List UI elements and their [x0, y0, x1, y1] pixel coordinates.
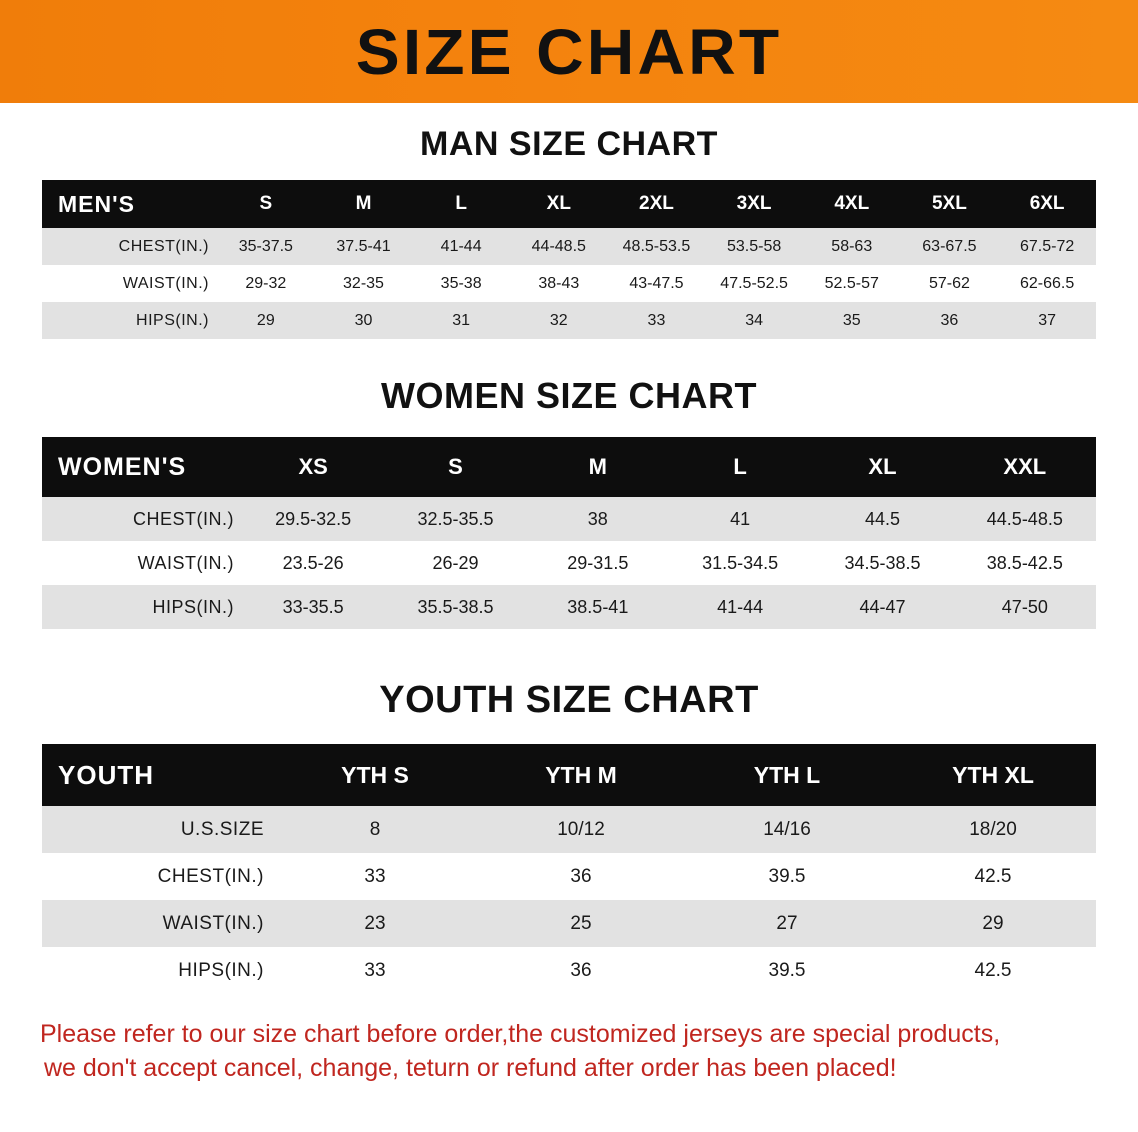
youth-table-body: [42, 806, 1096, 994]
youth-cell: 33: [272, 947, 478, 994]
youth-cell: 39.5: [684, 853, 890, 900]
youth-row-label: HIPS(IN.): [42, 947, 272, 994]
women-header-cell-1: XS: [242, 437, 384, 497]
youth-section-title: YOUTH SIZE CHART: [379, 679, 759, 721]
men-row-label: CHEST(IN.): [42, 228, 217, 265]
youth-cell: 14/16: [684, 806, 890, 853]
youth-cell: 42.5: [890, 853, 1096, 900]
youth-cell: 36: [478, 853, 684, 900]
table-row: [42, 585, 1096, 629]
page-title: SIZE CHART: [355, 15, 783, 88]
men-table-body: [42, 228, 1096, 339]
table-row: [42, 900, 1096, 947]
men-row-label: HIPS(IN.): [42, 302, 217, 339]
women-cell: 33-35.5: [242, 585, 384, 629]
youth-cell: 42.5: [890, 947, 1096, 994]
youth-cell: 8: [272, 806, 478, 853]
youth-header-cell-1: YTH S: [272, 744, 478, 806]
men-cell: 35-38: [412, 265, 510, 302]
note-line-1: Please refer to our size chart before order,the customized jerseys are special products,: [40, 1020, 1001, 1048]
men-cell: 52.5-57: [803, 265, 901, 302]
banner: [0, 0, 1138, 103]
men-cell: 63-67.5: [901, 228, 999, 265]
men-cell: 48.5-53.5: [608, 228, 706, 265]
men-cell: 58-63: [803, 228, 901, 265]
men-cell: 62-66.5: [998, 265, 1096, 302]
women-header-cell-0: WOMEN'S: [42, 437, 242, 497]
youth-header-cell-0: YOUTH: [42, 744, 272, 806]
women-row-label: CHEST(IN.): [42, 497, 242, 541]
women-cell: 47-50: [954, 585, 1096, 629]
order-policy-note: [40, 1018, 1098, 1086]
men-header-cell-6: 3XL: [705, 180, 803, 228]
men-header-cell-9: 6XL: [998, 180, 1096, 228]
women-header-cell-2: S: [384, 437, 526, 497]
men-cell: 35-37.5: [217, 228, 315, 265]
men-cell: 38-43: [510, 265, 608, 302]
women-header-cell-5: XL: [811, 437, 953, 497]
youth-header-cell-4: YTH XL: [890, 744, 1096, 806]
man-table-wrapper: [42, 180, 1096, 339]
men-header-cell-2: M: [315, 180, 413, 228]
women-cell: 38.5-42.5: [954, 541, 1096, 585]
women-cell: 31.5-34.5: [669, 541, 811, 585]
men-cell: 57-62: [901, 265, 999, 302]
men-cell: 31: [412, 302, 510, 339]
table-row: [42, 497, 1096, 541]
women-cell: 35.5-38.5: [384, 585, 526, 629]
youth-cell: 27: [684, 900, 890, 947]
women-row-label: HIPS(IN.): [42, 585, 242, 629]
men-table-head: [42, 180, 1096, 228]
table-header-row: [42, 744, 1096, 806]
women-header-cell-4: L: [669, 437, 811, 497]
table-header-row: [42, 437, 1096, 497]
men-cell: 30: [315, 302, 413, 339]
youth-size-table: [42, 744, 1096, 994]
women-cell: 44.5: [811, 497, 953, 541]
men-cell: 67.5-72: [998, 228, 1096, 265]
men-row-label: WAIST(IN.): [42, 265, 217, 302]
table-row: [42, 853, 1096, 900]
men-header-cell-5: 2XL: [608, 180, 706, 228]
women-cell: 34.5-38.5: [811, 541, 953, 585]
women-table-body: [42, 497, 1096, 629]
men-size-table: [42, 180, 1096, 339]
youth-row-label: WAIST(IN.): [42, 900, 272, 947]
women-table-head: [42, 437, 1096, 497]
youth-cell: 25: [478, 900, 684, 947]
man-section-title: MAN SIZE CHART: [420, 125, 718, 163]
youth-cell: 18/20: [890, 806, 1096, 853]
table-row: [42, 302, 1096, 339]
men-cell: 53.5-58: [705, 228, 803, 265]
women-cell: 29.5-32.5: [242, 497, 384, 541]
note-line-2: we don't accept cancel, change, teturn or refund after order has been placed!: [44, 1053, 897, 1082]
men-cell: 29-32: [217, 265, 315, 302]
men-header-cell-1: S: [217, 180, 315, 228]
youth-table-wrapper: [42, 744, 1096, 994]
men-cell: 37: [998, 302, 1096, 339]
men-cell: 36: [901, 302, 999, 339]
men-cell: 44-48.5: [510, 228, 608, 265]
women-cell: 44-47: [811, 585, 953, 629]
men-header-cell-8: 5XL: [901, 180, 999, 228]
youth-cell: 39.5: [684, 947, 890, 994]
table-row: [42, 947, 1096, 994]
youth-table-head: [42, 744, 1096, 806]
youth-header-cell-2: YTH M: [478, 744, 684, 806]
table-header-row: [42, 180, 1096, 228]
women-cell: 23.5-26: [242, 541, 384, 585]
men-cell: 33: [608, 302, 706, 339]
women-header-cell-3: M: [527, 437, 669, 497]
women-cell: 41-44: [669, 585, 811, 629]
youth-header-cell-3: YTH L: [684, 744, 890, 806]
men-cell: 37.5-41: [315, 228, 413, 265]
men-cell: 29: [217, 302, 315, 339]
men-cell: 34: [705, 302, 803, 339]
youth-cell: 10/12: [478, 806, 684, 853]
women-cell: 44.5-48.5: [954, 497, 1096, 541]
women-row-label: WAIST(IN.): [42, 541, 242, 585]
men-cell: 43-47.5: [608, 265, 706, 302]
women-cell: 41: [669, 497, 811, 541]
women-cell: 38.5-41: [527, 585, 669, 629]
youth-cell: 29: [890, 900, 1096, 947]
men-cell: 41-44: [412, 228, 510, 265]
men-header-cell-3: L: [412, 180, 510, 228]
table-row: [42, 806, 1096, 853]
men-cell: 47.5-52.5: [705, 265, 803, 302]
men-cell: 32-35: [315, 265, 413, 302]
men-cell: 35: [803, 302, 901, 339]
youth-cell: 36: [478, 947, 684, 994]
women-cell: 29-31.5: [527, 541, 669, 585]
women-cell: 38: [527, 497, 669, 541]
youth-cell: 33: [272, 853, 478, 900]
table-row: [42, 228, 1096, 265]
women-section-title: WOMEN SIZE CHART: [381, 375, 757, 416]
women-cell: 26-29: [384, 541, 526, 585]
men-header-cell-7: 4XL: [803, 180, 901, 228]
men-header-cell-0: MEN'S: [42, 180, 217, 228]
table-row: [42, 541, 1096, 585]
men-cell: 32: [510, 302, 608, 339]
men-header-cell-4: XL: [510, 180, 608, 228]
table-row: [42, 265, 1096, 302]
youth-cell: 23: [272, 900, 478, 947]
women-size-table: [42, 437, 1096, 629]
women-table-wrapper: [42, 437, 1096, 629]
youth-row-label: CHEST(IN.): [42, 853, 272, 900]
women-cell: 32.5-35.5: [384, 497, 526, 541]
youth-row-label: U.S.SIZE: [42, 806, 272, 853]
women-header-cell-6: XXL: [954, 437, 1096, 497]
